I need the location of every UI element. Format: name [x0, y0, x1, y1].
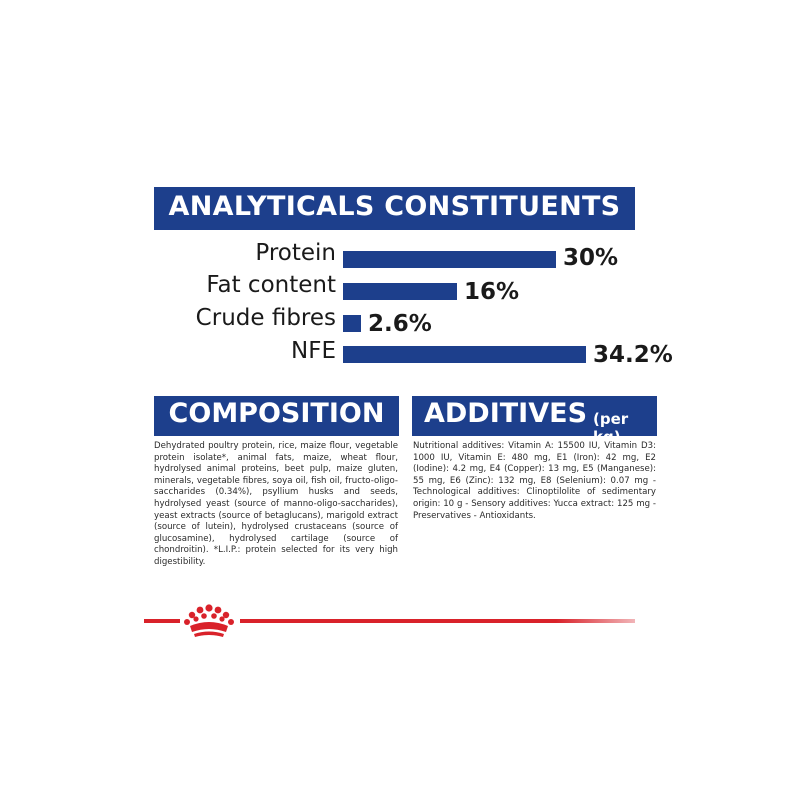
- composition-banner: [154, 396, 399, 436]
- additives-title: ADDITIVES: [424, 398, 588, 429]
- crude-fibres-value: 2.6%: [368, 311, 432, 337]
- protein-label: Protein: [255, 240, 336, 266]
- analyticals-title: ANALYTICALS CONSTITUENTS: [168, 191, 621, 222]
- crude-fibres-bar: [343, 315, 361, 332]
- fat-content-value: 16%: [464, 279, 520, 305]
- fat-content-label: Fat content: [206, 272, 336, 298]
- crown-icon: [181, 604, 237, 638]
- nfe-bar: [343, 346, 586, 363]
- analyticals-banner: [154, 187, 635, 230]
- protein-value: 30%: [563, 245, 619, 271]
- protein-bar: [343, 251, 556, 268]
- nfe-label: NFE: [291, 338, 336, 364]
- additives-banner: [412, 396, 657, 446]
- fat-content-bar: [343, 283, 457, 300]
- nfe-value: 34.2%: [593, 342, 673, 368]
- additives-text: Nutritional additives: Vitamin A: 15500 IU, Vitamin D3: 1000 IU, Vitamin E: 480 mg, E1 (Iron): 42 mg, E2 (Iodine): 4.2 mg, E4 (Copper): 13 mg, E5 (Manganese): 55 mg, E6 (Zinc): 132 mg, E8 (Selenium): 0.07 mg - Technological additives: Clinoptilolite of sedimentary origin: 10 g - Sensory additives: Yucca extract: 125 mg - Preservatives - Antioxidants.: [413, 441, 656, 521]
- composition-text: Dehydrated poultry protein, rice, maize flour, vegetable protein isolate*, animal fats, maize, wheat flour, hydrolysed animal proteins, beet pulp, maize gluten, minerals, vegetable fibres, soya oil, fish oil, fructo-oligo-saccharides (0.34%), psyllium husks and seeds, hydrolysed yeast (source of manno-oligo-saccharides), yeast extracts (source of betaglucans), marigold extract (source of lutein), hydrolysed crustaceans (source of glucosamine), hydrolysed cartilage (source of chondroitin). *L.I.P.: protein selected for its very high digestibility.: [154, 441, 398, 567]
- red-divider-left: [144, 619, 180, 623]
- composition-title: COMPOSITION: [168, 398, 385, 429]
- crude-fibres-label: Crude fibres: [195, 305, 336, 331]
- additives-subtitle: (per kg): [593, 410, 629, 446]
- red-divider-right: [240, 619, 635, 623]
